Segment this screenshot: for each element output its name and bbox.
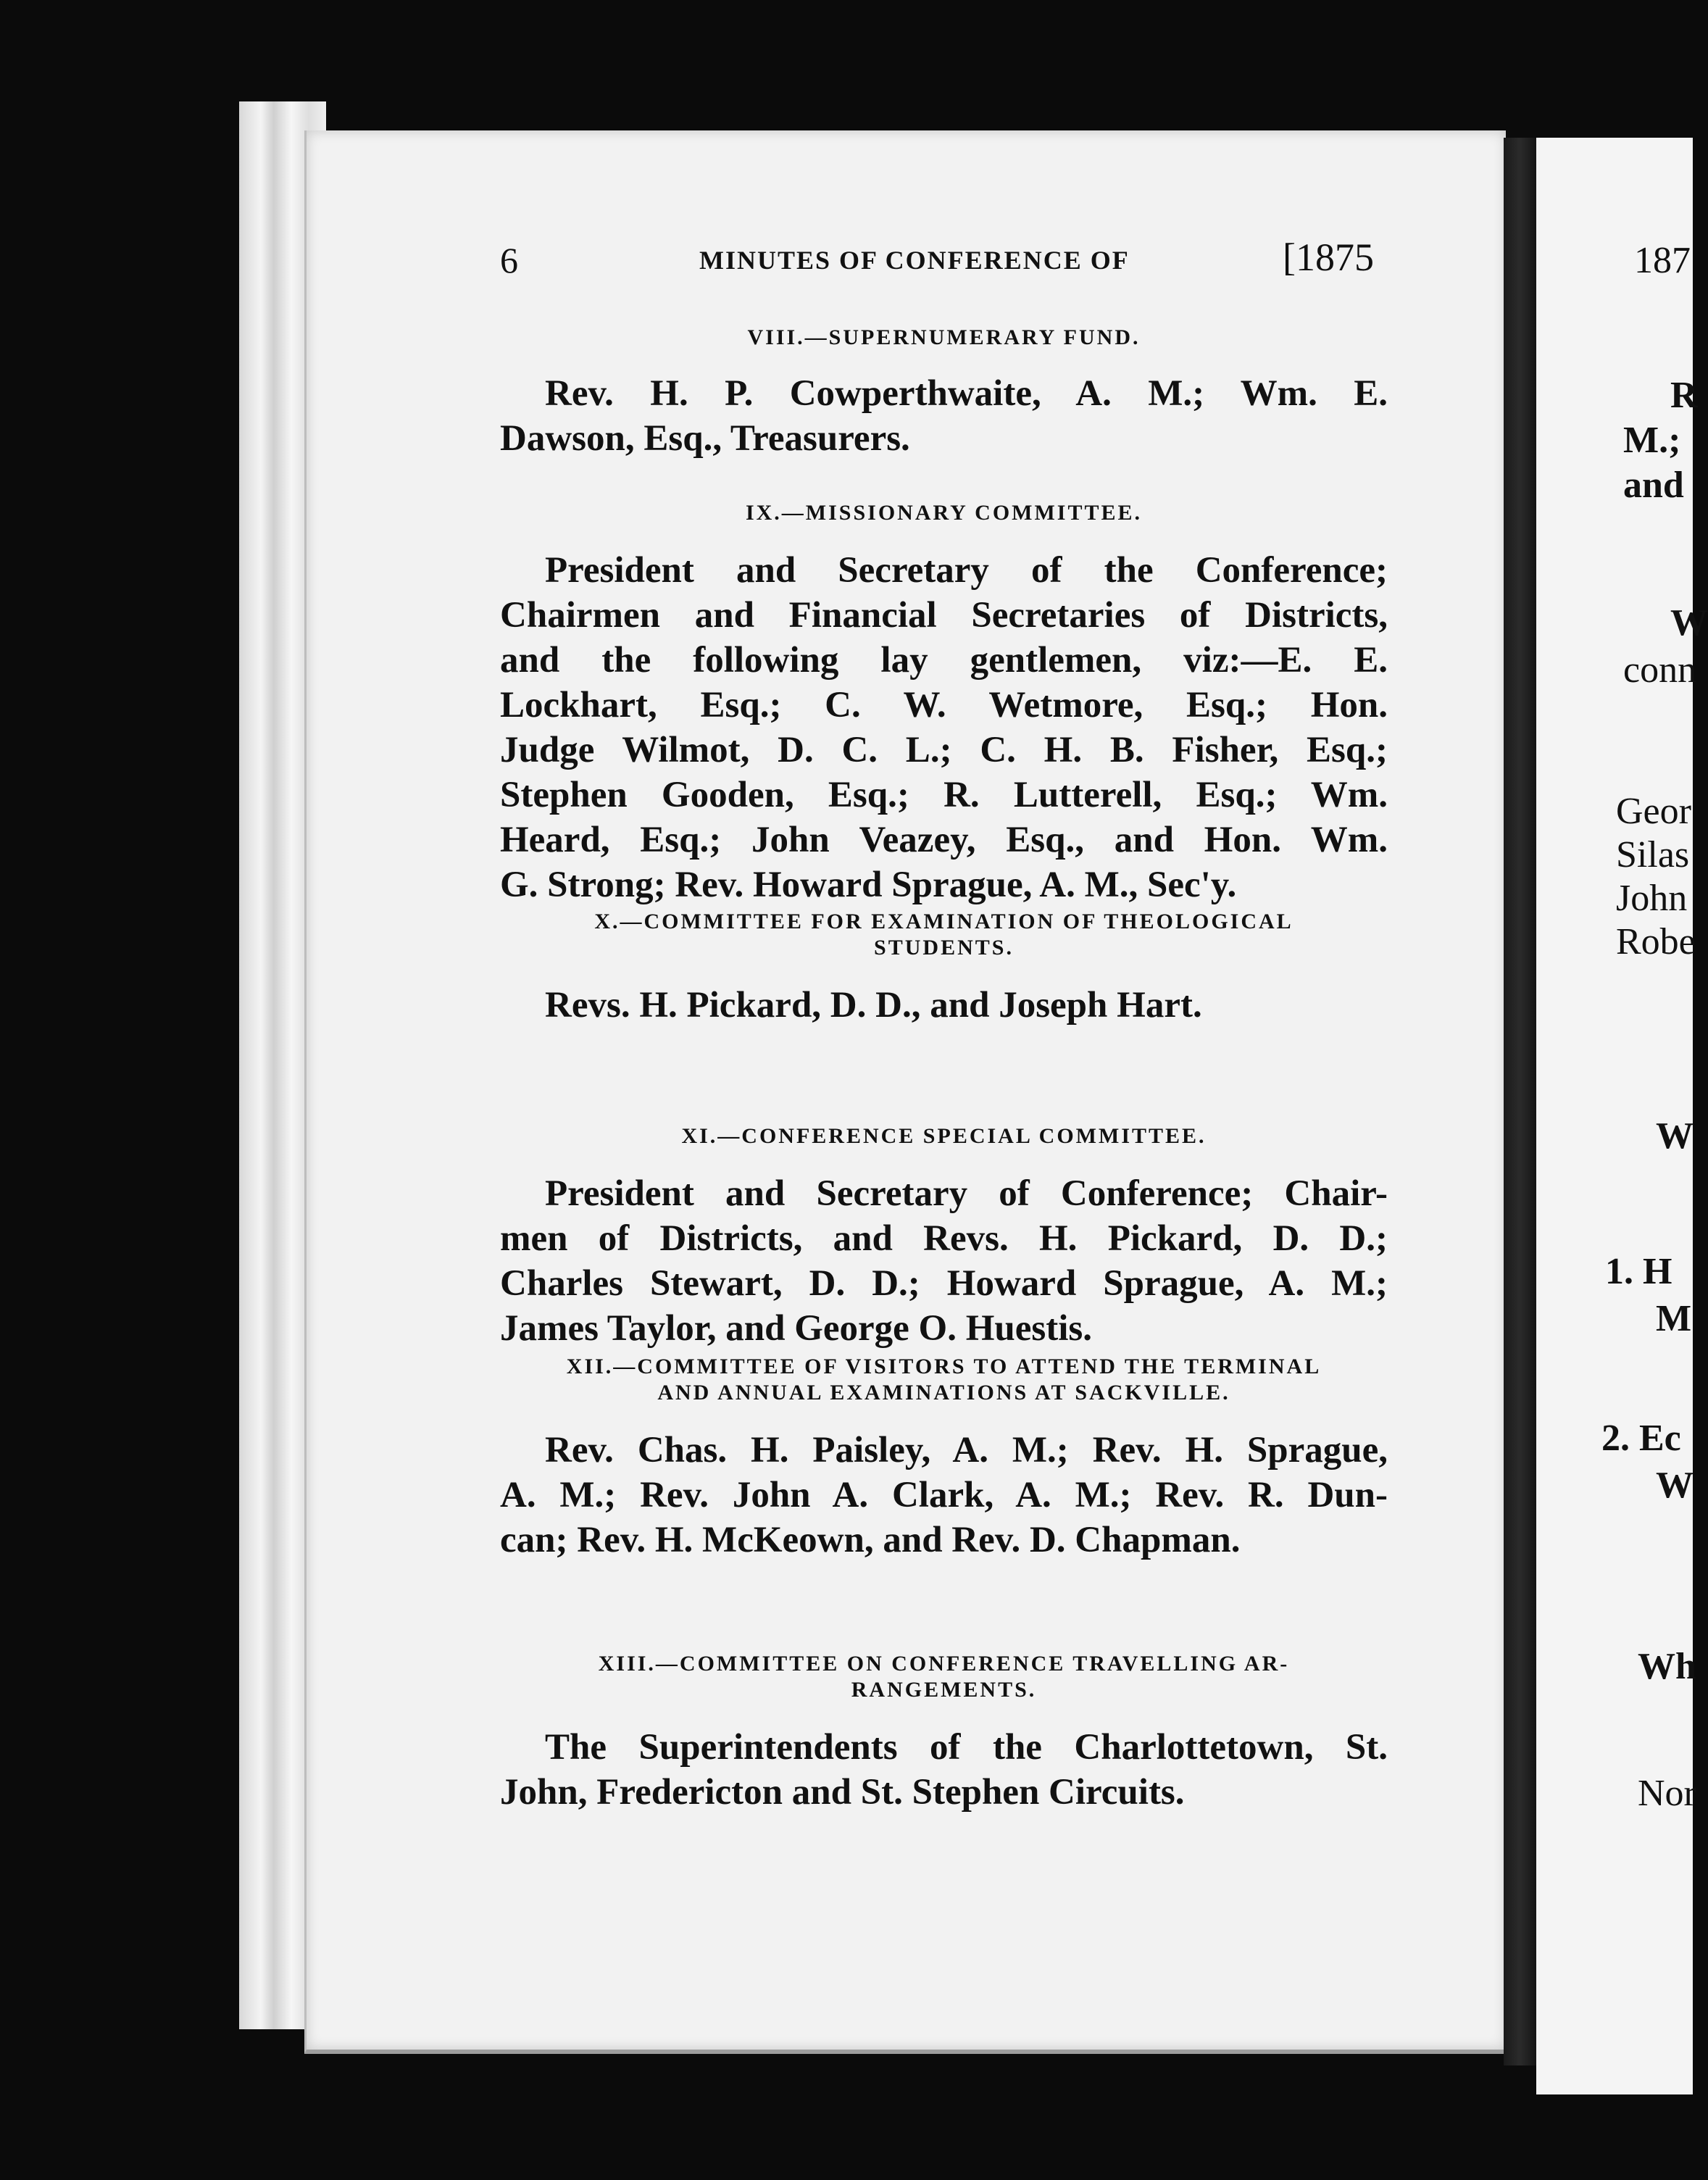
right-page-fragment: 187 [1634,240,1691,281]
right-page-fragment: R [1670,375,1698,416]
body-line: Chairmen and Financial Secretaries of Districts, [500,595,1388,636]
section-body [500,1428,1388,1563]
body-line: James Taylor, and George O. Huestis. [500,1308,1092,1349]
body-line: Dawson, Esq., Treasurers. [500,418,910,459]
section-viii [500,325,1388,461]
running-year: [1875 [1283,236,1374,279]
right-page-fragment: Robe [1616,921,1696,962]
section-heading: XI.—CONFERENCE SPECIAL COMMITTEE. [681,1124,1207,1148]
right-page-fragment: W [1656,1115,1694,1157]
section-xiii [500,1651,1388,1815]
section-heading: XIII.—COMMITTEE ON CONFERENCE TRAVELLING AR- [598,1652,1290,1676]
body-line: Charles Stewart, D. D.; Howard Sprague, A. M.; [500,1263,1388,1304]
section-body [500,371,1388,461]
right-page-fragment: conn [1623,649,1697,691]
body-line: Revs. H. Pickard, D. D., and Joseph Hart. [545,985,1202,1025]
book-gutter [1504,138,1536,2065]
body-line: The Superintendents of the Charlottetown, St. [545,1727,1388,1768]
right-page-fragment: Silas [1616,834,1690,875]
right-page-fragment: W [1670,602,1708,644]
body-line: and the following lay gentlemen, viz:—E. E. [500,640,1388,681]
right-page-fragment: John [1616,878,1688,919]
right-page-fragment: Geor [1616,791,1691,832]
section-heading: XII.—COMMITTEE OF VISITORS TO ATTEND THE TERMINAL [566,1355,1322,1378]
body-line: Stephen Gooden, Esq.; R. Lutterell, Esq.; Wm. [500,775,1388,815]
body-line: men of Districts, and Revs. H. Pickard, D. D.; [500,1218,1388,1259]
body-line: Rev. H. P. Cowperthwaite, A. M.; Wm. E. [545,373,1388,414]
body-line: Lockhart, Esq.; C. W. Wetmore, Esq.; Hon. [500,685,1388,725]
body-line: John, Fredericton and St. Stephen Circuits. [500,1772,1185,1813]
section-xi [500,1123,1388,1351]
section-heading-cont: STUDENTS. [874,936,1014,960]
right-page-fragment: M.; [1623,420,1681,461]
body-line: Rev. Chas. H. Paisley, A. M.; Rev. H. Sprague, [545,1430,1388,1470]
page-number: 6 [500,240,518,280]
body-line: can; Rev. H. McKeown, and Rev. D. Chapman. [500,1520,1241,1560]
right-page-fragment: 2. Ec [1601,1418,1681,1459]
section-body [500,548,1388,907]
body-line: Judge Wilmot, D. C. L.; C. H. B. Fisher, Esq.; [500,730,1388,770]
running-title: MINUTES OF CONFERENCE OF [699,246,1130,275]
body-line: A. M.; Rev. John A. Clark, A. M.; Rev. R. Dun- [500,1475,1388,1515]
section-heading-cont: AND ANNUAL EXAMINATIONS AT SACKVILLE. [657,1381,1230,1405]
right-page-fragment: and [1623,465,1684,506]
section-x [500,909,1388,1028]
section-heading: X.—COMMITTEE FOR EXAMINATION OF THEOLOGICAL [594,910,1294,933]
right-page-fragment: 1. H [1605,1251,1672,1292]
section-heading: IX.—MISSIONARY COMMITTEE. [745,501,1143,525]
right-page-fragment: Nor [1638,1773,1696,1814]
body-line: President and Secretary of the Conference; [545,550,1388,591]
right-page-fragment: M [1656,1298,1692,1339]
section-body [500,1725,1388,1815]
section-ix [500,500,1388,907]
body-line: Heard, Esq.; John Veazey, Esq., and Hon. Wm. [500,820,1388,860]
body-line: G. Strong; Rev. Howard Sprague, A. M., Sec'y. [500,865,1237,905]
section-body [500,1171,1388,1351]
right-page-fragment: Wh [1638,1646,1696,1687]
section-xii [500,1354,1388,1563]
section-body [500,983,1388,1028]
body-line: President and Secretary of Conference; Chair- [545,1173,1388,1214]
section-heading-cont: RANGEMENTS. [851,1678,1037,1702]
right-page-fragment: W [1656,1465,1694,1506]
section-heading: VIII.—SUPERNUMERARY FUND. [747,325,1141,349]
